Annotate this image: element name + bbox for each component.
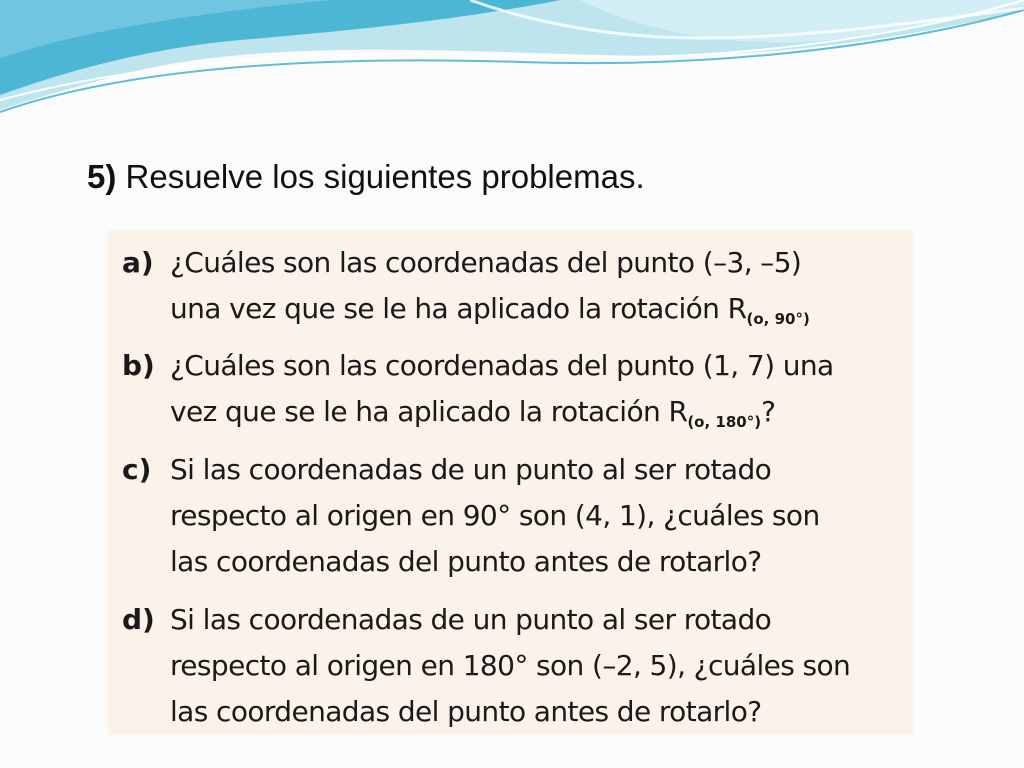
problem-line: ¿Cuáles son las coordenadas del punto (–3, –5): [170, 246, 802, 279]
problem-line: respecto al origen en 90° son (4, 1), ¿cuáles son: [170, 499, 820, 532]
problem-letter: a): [122, 246, 154, 279]
title-number: 5): [87, 158, 117, 195]
rotation-subscript: (o, 180°): [687, 413, 762, 431]
problem-line-text: vez que se le ha aplicado la rotación R: [170, 395, 688, 428]
problem-line: respecto al origen en 180° son (–2, 5), ¿cuáles son: [170, 649, 851, 682]
problem-line-text: una vez que se le ha aplicado la rotación R: [170, 292, 747, 325]
slide-title: [87, 158, 645, 196]
problem-text: [170, 447, 905, 585]
problem-letter: c): [122, 453, 152, 486]
problem-line: ¿Cuáles son las coordenadas del punto (1, 7) una: [170, 349, 834, 382]
problem-letter: b): [122, 349, 155, 382]
problem-line: [170, 286, 905, 342]
rotation-subscript: (o, 90°): [746, 310, 810, 328]
problem-text: [170, 597, 905, 735]
problem-line-end: ?: [761, 395, 776, 428]
problems-box: [108, 230, 913, 735]
problem-line: Si las coordenadas de un punto al ser rotado: [170, 453, 772, 486]
problem-text: [170, 240, 905, 342]
problem-line: las coordenadas del punto antes de rotarlo?: [170, 695, 762, 728]
problem-line: [170, 389, 905, 445]
problem-letter: d): [122, 603, 155, 636]
problem-line: las coordenadas del punto antes de rotarlo?: [170, 545, 762, 578]
problem-line: Si las coordenadas de un punto al ser rotado: [170, 603, 772, 636]
header-wave-decoration: [0, 0, 1024, 130]
problem-text: [170, 343, 905, 445]
title-text: Resuelve los siguientes problemas.: [116, 158, 645, 195]
